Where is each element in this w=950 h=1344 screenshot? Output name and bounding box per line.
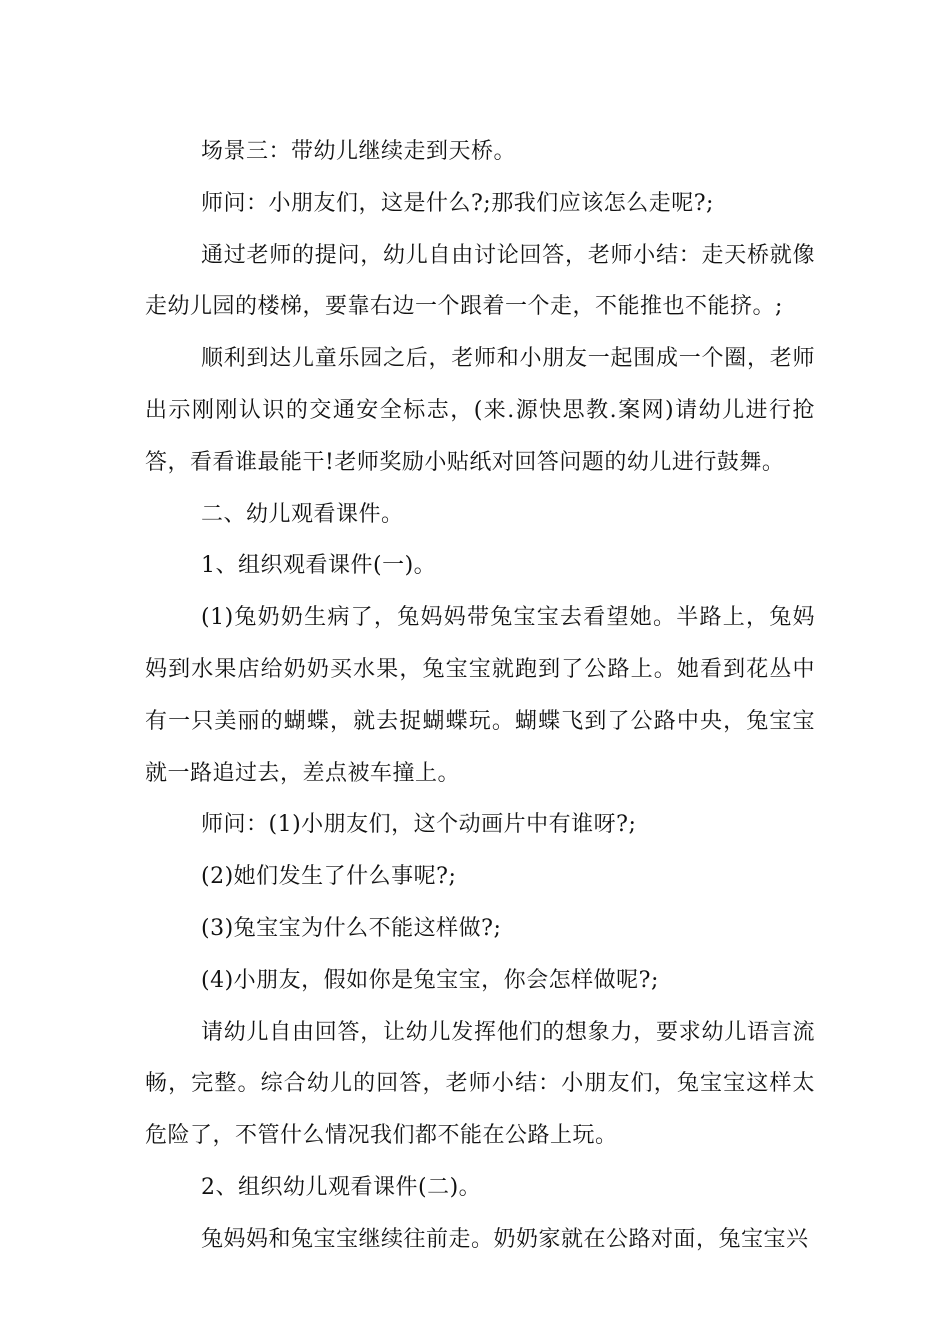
paragraph-bridge-summary: 通过老师的提问，幼儿自由讨论回答，老师小结：走天桥就像走幼儿园的楼梯，要靠右边一个跟着一个走，不能推也不能挤。; (145, 242, 815, 320)
subheading-courseware-two: 2、组织幼儿观看课件(二)。 (201, 1174, 482, 1200)
paragraph-rabbit-story: (1)兔奶奶生病了，兔妈妈带兔宝宝去看望她。半路上，兔妈妈到水果店给奶奶买水果，兔宝宝就跑到了公路上。她看到花丛中有一只美丽的蝴蝶，就去捉蝴蝶玩。蝴蝶飞到了公路中央，兔宝宝就一路追过去，差点被车撞上。 (145, 605, 815, 786)
paragraph-scene-three: 场景三：带幼儿继续走到天桥。 (201, 139, 517, 164)
question-item-2: (2)她们发生了什么事呢?; (201, 864, 457, 890)
question-item-1: 师问：(1)小朋友们，这个动画片中有谁呀?; (201, 812, 637, 838)
paragraph-playground-quiz: 顺利到达儿童乐园之后，老师和小朋友一起围成一个圈，老师出示刚刚认识的交通安全标志，(来.源快思教.案网)请幼儿进行抢答，看看谁最能干!老师奖励小贴纸对回答问题的幼儿进行鼓舞。 (145, 346, 815, 475)
section-heading-courseware: 二、幼儿观看课件。 (201, 501, 404, 527)
paragraph-teacher-question-bridge: 师问：小朋友们，这是什么?;那我们应该怎么走呢?; (201, 190, 714, 216)
paragraph-rabbit-continue: 兔妈妈和兔宝宝继续往前走。奶奶家就在公路对面，兔宝宝兴 (201, 1226, 809, 1252)
document-body (145, 126, 815, 1266)
paragraph-free-answer-summary: 请幼儿自由回答，让幼儿发挥他们的想象力，要求幼儿语言流畅，完整。综合幼儿的回答，老师小结：小朋友们，兔宝宝这样太危险了，不管什么情况我们都不能在公路上玩。 (145, 1019, 815, 1149)
question-item-3: (3)兔宝宝为什么不能这样做?; (201, 915, 502, 941)
question-item-4: (4)小朋友，假如你是兔宝宝，你会怎样做呢?; (201, 967, 659, 993)
subheading-courseware-one: 1、组织观看课件(一)。 (201, 553, 437, 579)
